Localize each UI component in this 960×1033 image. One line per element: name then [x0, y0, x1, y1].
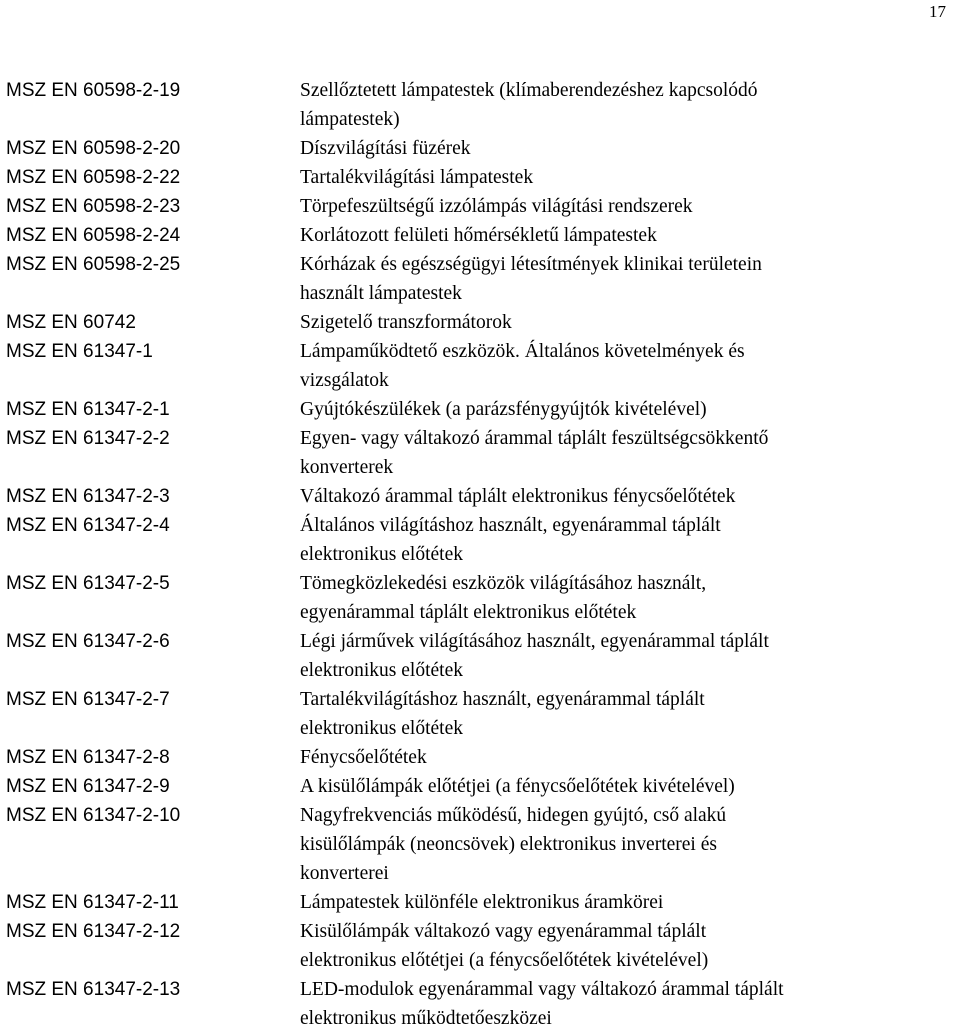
standard-row: [0, 134, 960, 163]
standard-row: [0, 395, 960, 424]
standard-code: MSZ EN 61347-2-9: [6, 776, 170, 797]
standard-code: MSZ EN 61347-2-2: [6, 428, 170, 449]
standard-code: MSZ EN 61347-2-3: [6, 486, 170, 507]
standard-row: [0, 221, 960, 250]
standard-code: MSZ EN 60598-2-23: [6, 196, 181, 217]
standard-title-line: konverterek: [300, 457, 394, 478]
standard-title-line: Nagyfrekvenciás működésű, hidegen gyújtó, cső alakú: [300, 805, 727, 826]
standard-title-line: Fénycsőelőtétek: [300, 747, 427, 768]
standard-row: [0, 772, 960, 801]
standard-title: [300, 975, 960, 1033]
standard-title: [300, 917, 960, 975]
standard-title: [300, 482, 960, 511]
standard-row: [0, 76, 960, 134]
standard-title: [300, 801, 960, 888]
standard-code: MSZ EN 61347-2-7: [6, 689, 170, 710]
standard-row: [0, 308, 960, 337]
standard-title-line: használt lámpatestek: [300, 283, 462, 304]
standard-row: [0, 801, 960, 888]
standard-row: [0, 337, 960, 395]
standard-title: [300, 337, 960, 395]
standard-title-line: kisülőlámpák (neoncsövek) elektronikus inverterei és: [300, 834, 717, 855]
standards-list: [0, 76, 960, 1033]
standard-title-line: elektronikus előtétek: [300, 544, 463, 565]
standard-title-line: Általános világításhoz használt, egyenárammal táplált: [300, 515, 721, 536]
standard-code: MSZ EN 61347-1: [6, 341, 153, 362]
standard-code: MSZ EN 61347-2-6: [6, 631, 170, 652]
standard-code: MSZ EN 61347-2-12: [6, 921, 181, 942]
standard-title-line: egyenárammal táplált elektronikus előtétek: [300, 602, 637, 623]
standard-title-line: elektronikus előtétjei (a fénycsőelőtétek kivételével): [300, 950, 709, 971]
standard-code: MSZ EN 61347-2-8: [6, 747, 170, 768]
standard-title: [300, 569, 960, 627]
standard-title: [300, 685, 960, 743]
standard-title-line: elektronikus működtetőeszközei: [300, 1008, 552, 1029]
standard-title-line: Egyen- vagy váltakozó árammal táplált feszültségcsökkentő: [300, 428, 769, 449]
standard-title-line: Díszvilágítási füzérek: [300, 138, 471, 159]
standard-row: [0, 250, 960, 308]
standard-title-line: Légi járművek világításához használt, egyenárammal táplált: [300, 631, 769, 652]
standard-title-line: Lámpaműködtető eszközök. Általános követelmények és: [300, 341, 745, 362]
standard-title: [300, 192, 960, 221]
standard-title-line: elektronikus előtétek: [300, 660, 463, 681]
standard-title-line: Szellőztetett lámpatestek (klímaberendezéshez kapcsolódó: [300, 80, 758, 101]
page-number: 17: [929, 2, 946, 21]
standard-title-line: A kisülőlámpák előtétjei (a fénycsőelőtétek kivételével): [300, 776, 735, 797]
standard-title: [300, 221, 960, 250]
standard-row: [0, 192, 960, 221]
standard-code: MSZ EN 61347-2-4: [6, 515, 170, 536]
standard-title-line: konverterei: [300, 863, 389, 884]
standard-title: [300, 76, 960, 134]
standard-title-line: Kórházak és egészségügyi létesítmények klinikai területein: [300, 254, 762, 275]
standard-title-line: Tartalékvilágítási lámpatestek: [300, 167, 534, 188]
standard-row: [0, 975, 960, 1033]
standard-row: [0, 685, 960, 743]
standard-code: MSZ EN 60598-2-20: [6, 138, 181, 159]
standard-row: [0, 569, 960, 627]
standard-title-line: Váltakozó árammal táplált elektronikus fénycsőelőtétek: [300, 486, 736, 507]
standard-row: [0, 511, 960, 569]
standard-title-line: Gyújtókészülékek (a parázsfénygyújtók kivételével): [300, 399, 707, 420]
standard-title-line: Törpefeszültségű izzólámpás világítási rendszerek: [300, 196, 693, 217]
standard-title-line: vizsgálatok: [300, 370, 389, 391]
standard-row: [0, 627, 960, 685]
standard-title-line: Tömegközlekedési eszközök világításához használt,: [300, 573, 707, 594]
standard-title: [300, 395, 960, 424]
standard-row: [0, 743, 960, 772]
standard-title: [300, 424, 960, 482]
standard-title-line: LED-modulok egyenárammal vagy váltakozó árammal táplált: [300, 979, 784, 1000]
standard-title-line: Tartalékvilágításhoz használt, egyenárammal táplált: [300, 689, 705, 710]
standard-title: [300, 511, 960, 569]
standard-code: MSZ EN 60598-2-22: [6, 167, 181, 188]
standard-title: [300, 250, 960, 308]
standard-title-line: Szigetelő transzformátorok: [300, 312, 512, 333]
standard-title-line: Lámpatestek különféle elektronikus áramkörei: [300, 892, 664, 913]
standard-title: [300, 134, 960, 163]
standard-row: [0, 917, 960, 975]
standard-title-line: Kisülőlámpák váltakozó vagy egyenárammal táplált: [300, 921, 707, 942]
standard-title-line: elektronikus előtétek: [300, 718, 463, 739]
standard-code: MSZ EN 60598-2-25: [6, 254, 181, 275]
standard-code: MSZ EN 60742: [6, 312, 136, 333]
standard-code: MSZ EN 61347-2-5: [6, 573, 170, 594]
standard-row: [0, 888, 960, 917]
standard-title-line: lámpatestek): [300, 109, 400, 130]
standard-code: MSZ EN 61347-2-10: [6, 805, 181, 826]
standard-row: [0, 424, 960, 482]
standard-code: MSZ EN 61347-2-13: [6, 979, 181, 1000]
standard-title: [300, 743, 960, 772]
standard-title: [300, 627, 960, 685]
standard-title-line: Korlátozott felületi hőmérsékletű lámpatestek: [300, 225, 657, 246]
standard-code: MSZ EN 61347-2-1: [6, 399, 170, 420]
standard-title: [300, 772, 960, 801]
standard-row: [0, 163, 960, 192]
standard-title: [300, 888, 960, 917]
standard-code: MSZ EN 60598-2-24: [6, 225, 181, 246]
standard-row: [0, 482, 960, 511]
standard-title: [300, 308, 960, 337]
standard-title: [300, 163, 960, 192]
standard-code: MSZ EN 61347-2-11: [6, 892, 179, 913]
standard-code: MSZ EN 60598-2-19: [6, 80, 181, 101]
